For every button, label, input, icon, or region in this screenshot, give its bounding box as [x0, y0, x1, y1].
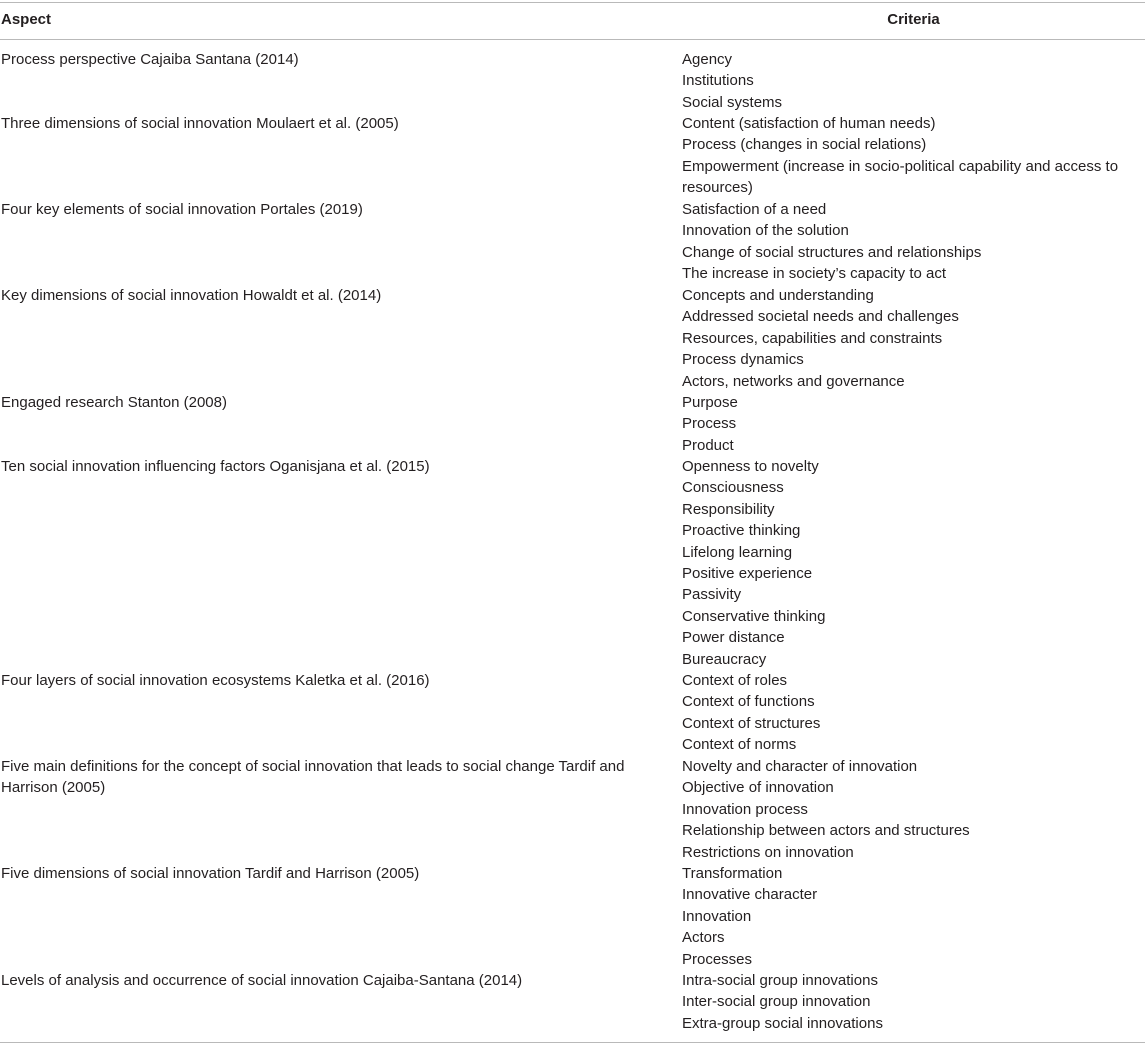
criteria-item: Resources, capabilities and constraints — [682, 329, 943, 347]
criteria-item: Institutions — [682, 72, 754, 90]
criteria-list — [682, 863, 1134, 970]
criteria-item: Positive experience — [682, 565, 813, 583]
criteria-list — [682, 199, 1134, 285]
criteria-item: Satisfaction of a need — [682, 201, 827, 218]
criteria-item: Conservative thinking — [682, 607, 826, 625]
criteria-list — [682, 285, 1134, 392]
criteria-item: Inter-social group innovation — [682, 993, 871, 1011]
criteria-item: Product — [682, 436, 734, 454]
criteria-item: Openness to novelty — [682, 458, 819, 475]
criteria-item: Extra-group social innovations — [682, 1014, 883, 1032]
criteria-item: Actors — [682, 929, 725, 947]
criteria-item: Restrictions on innovation — [682, 843, 854, 861]
criteria-item: Context of roles — [682, 672, 788, 689]
criteria-item: Actors, networks and governance — [682, 372, 905, 390]
criteria-item: Purpose — [682, 394, 738, 411]
aspect-cell: Process perspective Cajaiba Santana (2014) — [1, 51, 299, 68]
table-top-rule — [0, 2, 1145, 3]
criteria-item: Context of structures — [682, 714, 821, 732]
criteria-item: Addressed societal needs and challenges — [682, 308, 959, 326]
criteria-item: Context of functions — [682, 693, 815, 711]
criteria-item: Process (changes in social relations) — [682, 136, 927, 154]
criteria-item: The increase in society’s capacity to act — [682, 265, 947, 283]
criteria-item: Concepts and understanding — [682, 287, 874, 304]
criteria-item: Lifelong learning — [682, 543, 793, 561]
criteria-item: Context of norms — [682, 736, 797, 754]
aspect-cell: Four layers of social innovation ecosystems Kaletka et al. (2016) — [1, 672, 430, 689]
aspect-cell: Five main definitions for the concept of social innovation that leads to social change Tardif and Harrison (2005) — [1, 758, 625, 797]
criteria-item: Bureaucracy — [682, 650, 767, 668]
criteria-item: Novelty and character of innovation — [682, 758, 918, 775]
criteria-list — [682, 970, 1134, 1034]
criteria-item: Social systems — [682, 93, 783, 111]
criteria-list — [682, 756, 1134, 863]
criteria-item: Process dynamics — [682, 351, 804, 369]
criteria-item: Innovation — [682, 907, 752, 925]
criteria-item: Innovative character — [682, 886, 818, 904]
criteria-item: Change of social structures and relationships — [682, 243, 982, 261]
criteria-list — [682, 670, 1134, 756]
criteria-item: Content (satisfaction of human needs) — [682, 115, 936, 132]
aspect-cell: Key dimensions of social innovation Howaldt et al. (2014) — [1, 287, 382, 304]
criteria-item: Process — [682, 415, 737, 433]
table-bottom-rule — [0, 1042, 1145, 1043]
criteria-item: Empowerment (increase in socio-political capability and access to resources) — [682, 157, 1119, 197]
header-aspect: Aspect — [1, 11, 52, 28]
criteria-item: Processes — [682, 950, 753, 968]
criteria-item: Innovation of the solution — [682, 222, 849, 240]
criteria-item: Innovation process — [682, 800, 808, 818]
aspect-cell: Three dimensions of social innovation Moulaert et al. (2005) — [1, 115, 399, 132]
criteria-item: Power distance — [682, 629, 785, 647]
criteria-item: Relationship between actors and structures — [682, 822, 970, 840]
criteria-item: Consciousness — [682, 479, 784, 497]
criteria-item: Responsibility — [682, 500, 775, 518]
criteria-item: Passivity — [682, 586, 742, 604]
aspect-cell: Four key elements of social innovation Portales (2019) — [1, 201, 363, 218]
criteria-list — [682, 113, 1134, 199]
aspect-cell: Levels of analysis and occurrence of social innovation Cajaiba-Santana (2014) — [1, 972, 523, 989]
criteria-item: Intra-social group innovations — [682, 972, 878, 989]
aspect-cell: Engaged research Stanton (2008) — [1, 394, 227, 411]
criteria-list — [682, 49, 1134, 113]
criteria-item: Objective of innovation — [682, 779, 834, 797]
criteria-item: Transformation — [682, 865, 783, 882]
aspect-cell: Five dimensions of social innovation Tardif and Harrison (2005) — [1, 865, 420, 882]
criteria-list — [682, 456, 1134, 670]
criteria-list — [682, 392, 1134, 456]
aspect-cell: Ten social innovation influencing factors Oganisjana et al. (2015) — [1, 458, 430, 475]
criteria-item: Proactive thinking — [682, 522, 801, 540]
header-rule — [0, 39, 1145, 40]
header-criteria: Criteria — [887, 11, 940, 28]
criteria-item: Agency — [682, 51, 733, 68]
